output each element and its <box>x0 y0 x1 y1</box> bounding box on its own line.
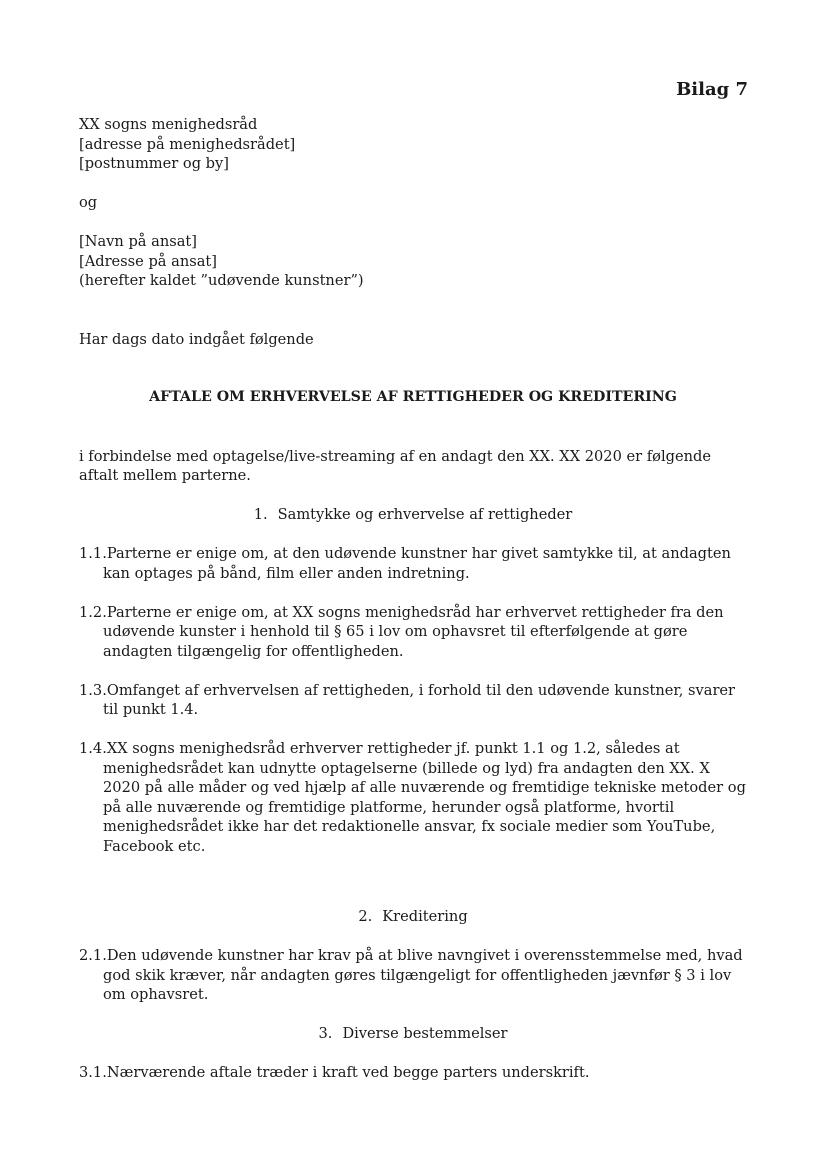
section-number: 3. <box>318 1025 333 1042</box>
party-1-address: [adresse på menighedsrådet] <box>79 135 296 153</box>
clause-number: 1.2. <box>79 603 107 621</box>
clause-number: 1.4. <box>79 740 107 757</box>
clause-1-3 <box>79 681 747 720</box>
party-2-name: [Navn på ansat] <box>79 233 197 250</box>
clause-2-1 <box>79 946 747 1005</box>
clause-text: Omfanget af erhvervelsen af rettigheden, i forhold til den udøvende kunstner, svarer til punkt 1.4. <box>103 681 736 718</box>
section-number: 2. <box>358 908 373 925</box>
conjunction: og <box>79 194 98 211</box>
party-1-postcode: [postnummer og by] <box>79 155 229 172</box>
intro-text: Har dags dato indgået følgende <box>79 330 314 348</box>
clause-text: Parterne er enige om, at den udøvende kunstner har givet samtykke til, at andagten kan optages på bånd, film eller anden indretning. <box>103 545 731 582</box>
section-title: Samtykke og erhvervelse af rettigheder <box>277 506 573 523</box>
party-2-designation: (herefter kaldet ”udøvende kunstner”) <box>79 272 364 289</box>
agreement-title: AFTALE OM ERHVERVELSE AF RETTIGHEDER OG KREDITERING <box>149 389 677 405</box>
section-title: Diverse bestemmelser <box>342 1025 508 1042</box>
clause-1-2 <box>79 603 747 662</box>
party-1-name: XX sogns menighedsråd <box>79 116 258 133</box>
party-2-block <box>79 232 747 291</box>
clause-text: Nærværende aftale træder i kraft ved begge parters underskrift. <box>106 1064 590 1081</box>
clause-number: 2.1. <box>79 947 107 964</box>
section-title: Kreditering <box>382 908 468 925</box>
party-1-block <box>79 115 747 174</box>
clause-1-4 <box>79 739 747 856</box>
clause-text: Parterne er enige om, at XX sogns menighedsråd har erhvervet rettigheder fra den udøvende kunster i henhold til § 65 i lov om ophavsret til efterfølgende at gøre andagten tilgængelig for offentligheden. <box>103 603 724 660</box>
clause-1-1 <box>79 544 747 583</box>
annex-label: Bilag 7 <box>676 79 748 100</box>
clause-text: XX sogns menighedsråd erhverver rettigheder jf. punkt 1.1 og 1.2, således at menighedsrådet kan udnytte optagelserne (billede og lyd) fra andagten den XX. X 2020 på alle måder og ved hjælp af alle nuværende og fremtidige tekniske metoder og på alle nuværende og fremtidige platforme, herunder også platforme, hvortil menighedsrådet ikke har det redaktionelle ansvar, fx sociale medier som YouTube, Facebook etc. <box>103 740 746 855</box>
clause-number: 1.1. <box>79 545 107 562</box>
section-heading-2 <box>79 907 747 927</box>
clause-3-1 <box>79 1063 747 1083</box>
clause-text: Den udøvende kunstner har krav på at blive navngivet i overensstemmelse med, hvad god skik kræver, når andagten gøres tilgængeligt for offentligheden jævnfør § 3 i lov om ophavsret. <box>103 947 743 1003</box>
section-heading-1 <box>79 505 747 525</box>
preamble: i forbindelse med optagelse/live-streaming af en andagt den XX. XX 2020 er følgende aftalt mellem parterne. <box>79 447 711 484</box>
party-2-address: [Adresse på ansat] <box>79 252 217 270</box>
section-number: 1. <box>253 506 268 523</box>
section-heading-3 <box>79 1024 747 1044</box>
clause-number: 1.3. <box>79 681 107 699</box>
document-body <box>79 115 747 1083</box>
clause-number: 3.1. <box>79 1064 107 1081</box>
